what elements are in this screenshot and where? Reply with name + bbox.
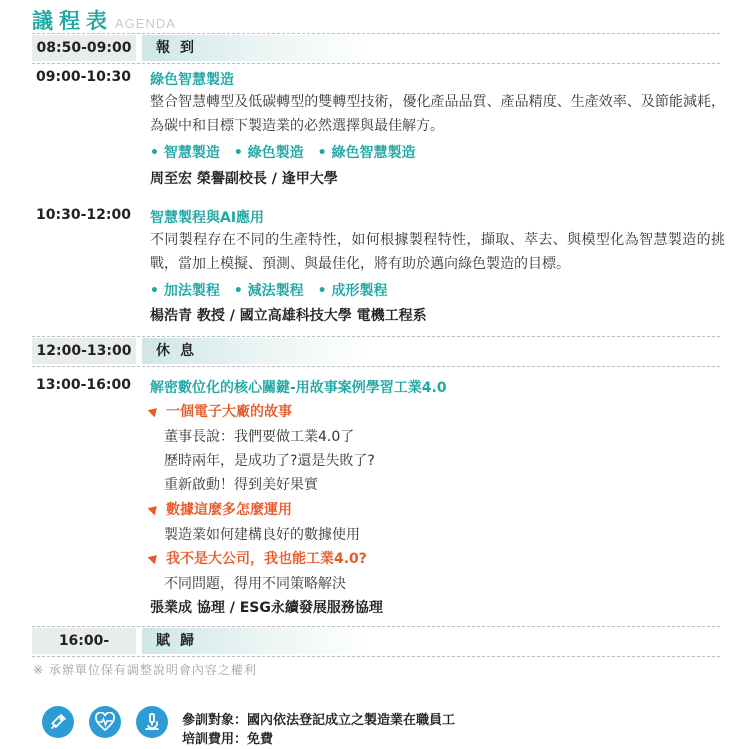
divider bbox=[32, 336, 720, 337]
session1-speaker: 周至宏 榮譽副校長 / 逢甲大學 bbox=[150, 171, 338, 187]
divider bbox=[32, 33, 720, 34]
subtopic-label: 一個電子大廠的故事 bbox=[166, 404, 292, 420]
tag: • 綠色智慧製造 bbox=[318, 142, 416, 162]
session1-description: 整合智慧轉型及低碳轉型的雙轉型技術，優化產品品質、產品精度、生產效率、及節能減耗，為碳中和目標下製造業的必然選擇與最佳解方。 bbox=[150, 94, 725, 134]
session3-speaker: 張業成 協理 / ESG永續發展服務協理 bbox=[150, 600, 383, 616]
heart-pulse-icon bbox=[89, 706, 121, 738]
triangle-bullet-icon bbox=[148, 405, 161, 418]
subtopic-line: 董事長說：我們要做工業4.0了 bbox=[164, 429, 355, 445]
session3-time: 13:00-16:00 bbox=[36, 377, 131, 393]
subtopic-line: 重新啟動！得到美好果實 bbox=[164, 477, 318, 493]
session3-subtopic-2 bbox=[150, 499, 292, 519]
microscope-icon bbox=[136, 706, 168, 738]
divider bbox=[32, 63, 720, 64]
subtopic-label: 數據這麼多怎麼運用 bbox=[166, 502, 292, 518]
session2-speaker: 楊浩青 教授 / 國立高雄科技大學 電機工程系 bbox=[150, 308, 427, 324]
lunch-label: 休息 bbox=[142, 338, 372, 364]
lunch-band bbox=[32, 338, 372, 364]
disclaimer-note: ※ 承辦單位保有調整說明會內容之權利 bbox=[33, 663, 257, 677]
divider bbox=[32, 626, 720, 627]
tag: • 加法製程 bbox=[150, 280, 220, 300]
title-english: AGENDA bbox=[115, 16, 176, 31]
checkin-label: 報到 bbox=[142, 35, 372, 61]
tag: • 綠色製造 bbox=[234, 142, 304, 162]
closing-label: 賦歸 bbox=[142, 628, 372, 654]
session3-subtopic-3 bbox=[150, 548, 367, 568]
triangle-bullet-icon bbox=[148, 552, 161, 565]
tag: • 減法製程 bbox=[234, 280, 304, 300]
closing-band bbox=[32, 628, 372, 654]
tag: • 智慧製造 bbox=[150, 142, 220, 162]
lunch-time: 12:00-13:00 bbox=[32, 338, 136, 364]
target-audience: 參訓對象：國內依法登記成立之製造業在職員工 bbox=[182, 713, 456, 728]
subtopic-line: 製造業如何建構良好的數據使用 bbox=[164, 527, 360, 543]
session2-tags bbox=[150, 280, 387, 300]
subtopic-line: 不同問題，得用不同策略解決 bbox=[164, 576, 346, 592]
session3-subtopic-1 bbox=[150, 401, 292, 421]
title-chinese: 議程表 bbox=[32, 9, 113, 33]
session2-time: 10:30-12:00 bbox=[36, 207, 131, 223]
divider bbox=[32, 656, 720, 657]
session1-time: 09:00-10:30 bbox=[36, 69, 131, 85]
subtopic-label: 我不是大公司，我也能工業4.0? bbox=[166, 551, 367, 567]
divider bbox=[32, 366, 720, 367]
syringe-icon bbox=[42, 706, 74, 738]
tag: • 成形製程 bbox=[318, 280, 388, 300]
session1-tags bbox=[150, 142, 415, 162]
training-fee: 培訓費用：免費 bbox=[182, 732, 274, 747]
triangle-bullet-icon bbox=[148, 503, 161, 516]
session2-title: 智慧製程與AI應用 bbox=[150, 210, 265, 226]
subtopic-line: 歷時兩年，是成功了?還是失敗了? bbox=[164, 453, 375, 469]
checkin-time: 08:50-09:00 bbox=[32, 35, 136, 61]
session1-title: 綠色智慧製造 bbox=[150, 72, 234, 88]
checkin-band bbox=[32, 35, 372, 61]
agenda-title bbox=[32, 5, 176, 31]
closing-time: 16:00- bbox=[32, 628, 136, 654]
session3-title: 解密數位化的核心關鍵-用故事案例學習工業4.0 bbox=[150, 380, 447, 396]
session2-description: 不同製程存在不同的生產特性，如何根據製程特性，擷取、萃去、與模型化為智慧製造的挑戰，當加上模擬、預測、與最佳化，將有助於邁向綠色製造的目標。 bbox=[150, 232, 725, 272]
